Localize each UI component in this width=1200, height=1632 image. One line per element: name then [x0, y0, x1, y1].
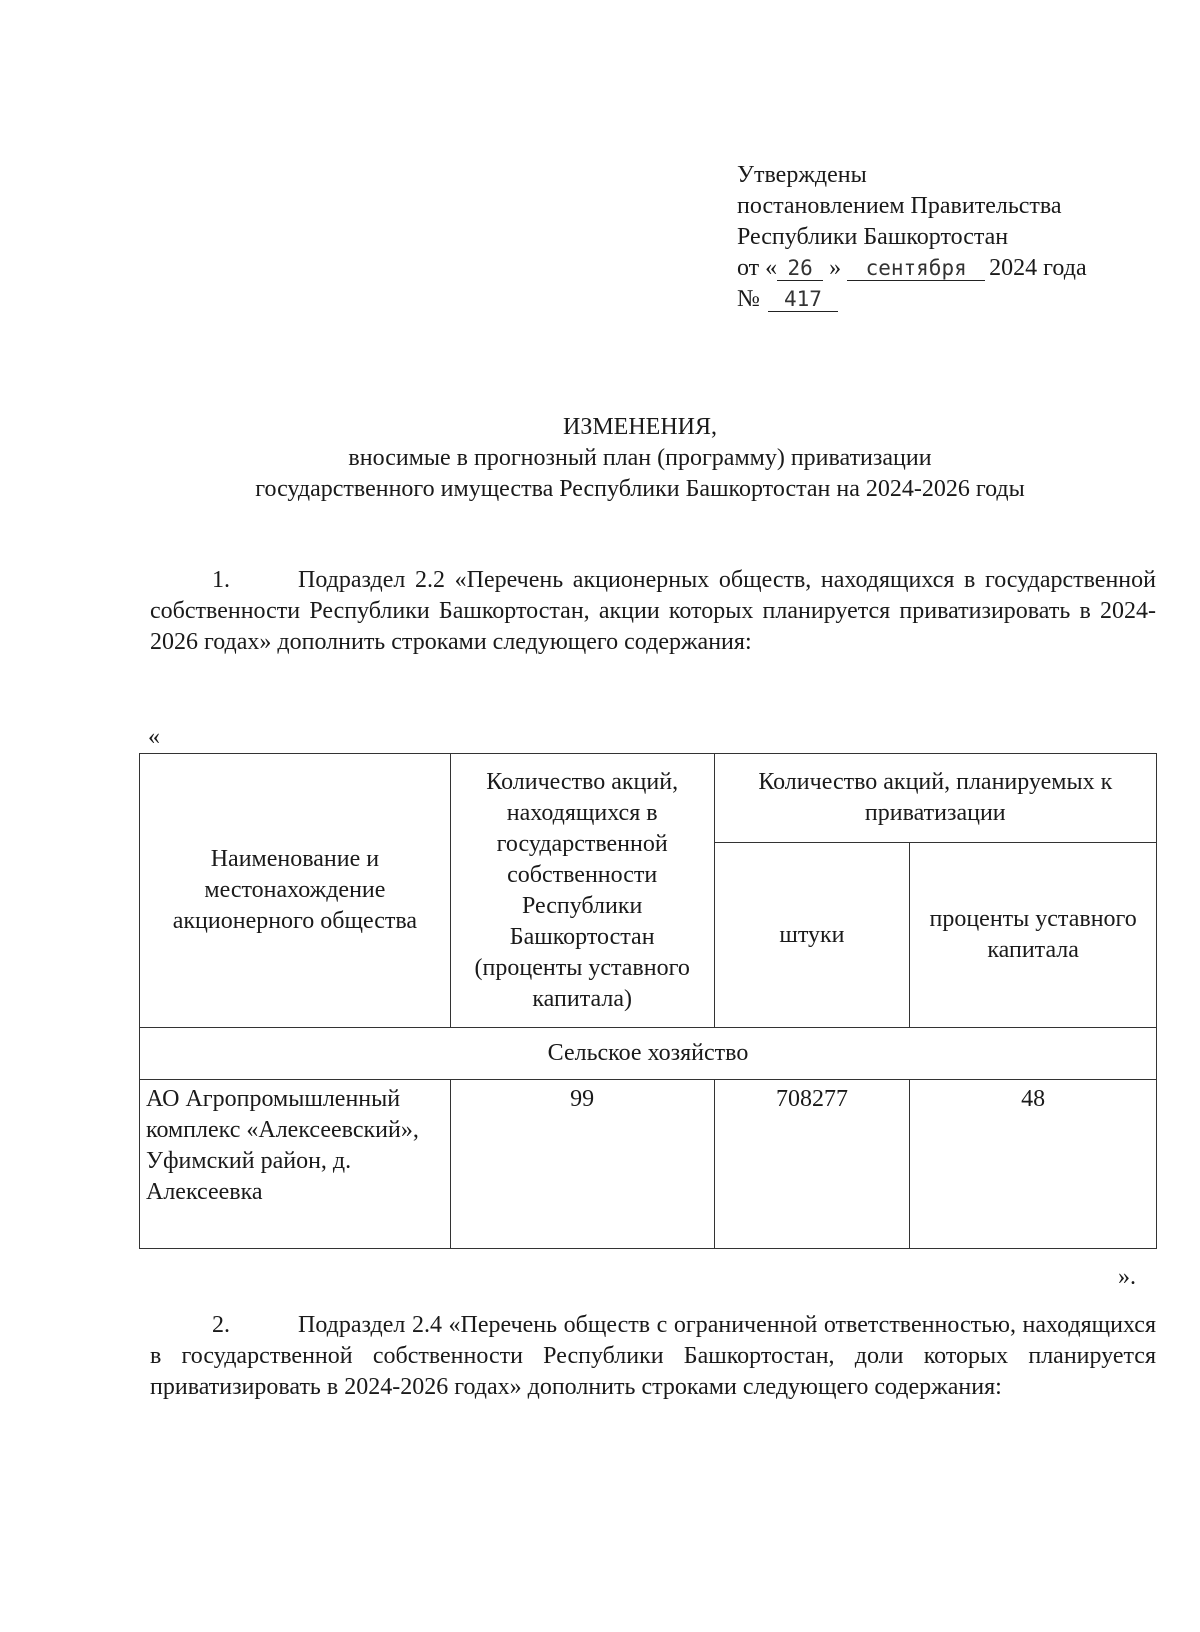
paragraph-1-text: Подраздел 2.2 «Перечень акционерных обществ, находящихся в государственной собственности Республики Башкортостан, акции которых планируется приватизировать в 2024-2026 годах» дополнить строками следующего содержания: — [150, 567, 1156, 655]
approval-number-line — [737, 284, 1087, 315]
date-prefix: от « — [737, 255, 778, 281]
shares-table — [139, 753, 1157, 1249]
paragraph-1 — [150, 565, 1156, 658]
header-state-share: Количество акций, находящихся в государственной собственности Республики Башкортостан (проценты уставного капитала) — [450, 754, 714, 1028]
cell-pieces: 708277 — [714, 1080, 910, 1249]
paragraph-2-number: 2. — [212, 1312, 230, 1338]
paragraph-2 — [150, 1310, 1156, 1403]
paragraph-1-number: 1. — [212, 567, 230, 593]
number-prefix: № — [737, 286, 760, 312]
date-year: 2024 года — [989, 255, 1087, 281]
table-section-row — [140, 1028, 1157, 1080]
paragraph-2-text: Подраздел 2.4 «Перечень обществ с ограниченной ответственностью, находящихся в государственной собственности Республики Башкортостан, доли которых планируется приватизировать в 2024-2026 годах» дополнить строками следующего содержания: — [150, 1312, 1156, 1400]
approval-line-1: Утверждены — [737, 162, 867, 188]
header-name: Наименование и местонахождение акционерного общества — [140, 754, 451, 1028]
cell-company-name: АО Агропромышленный комплекс «Алексеевский», Уфимский район, д. Алексеевка — [140, 1080, 451, 1249]
approval-date-line — [737, 253, 1087, 284]
header-percent: проценты уставного капитала — [910, 843, 1157, 1028]
approval-block — [737, 160, 1087, 315]
title-line-3: государственного имущества Республики Башкортостан на 2024-2026 годы — [255, 476, 1025, 502]
table-row — [140, 1080, 1157, 1249]
date-month: сентября — [847, 256, 985, 281]
header-planned: Количество акций, планируемых к приватизации — [714, 754, 1156, 843]
approval-line-3: Республики Башкортостан — [737, 224, 1009, 250]
document-number: 417 — [768, 287, 838, 312]
table-header-row — [140, 754, 1157, 843]
date-mid: » — [829, 255, 842, 281]
title-line-2: вносимые в прогнозный план (программу) приватизации — [348, 445, 932, 471]
cell-state-share: 99 — [450, 1080, 714, 1249]
document-title — [140, 412, 1140, 505]
quote-open: « — [148, 724, 160, 750]
cell-percent: 48 — [910, 1080, 1157, 1249]
title-heading: ИЗМЕНЕНИЯ, — [562, 414, 718, 440]
quote-close: ». — [1118, 1264, 1136, 1290]
approval-line-2: постановлением Правительства — [737, 193, 1062, 219]
section-label: Сельское хозяйство — [140, 1028, 1157, 1080]
header-pieces: штуки — [714, 843, 910, 1028]
date-day: 26 — [777, 256, 823, 281]
